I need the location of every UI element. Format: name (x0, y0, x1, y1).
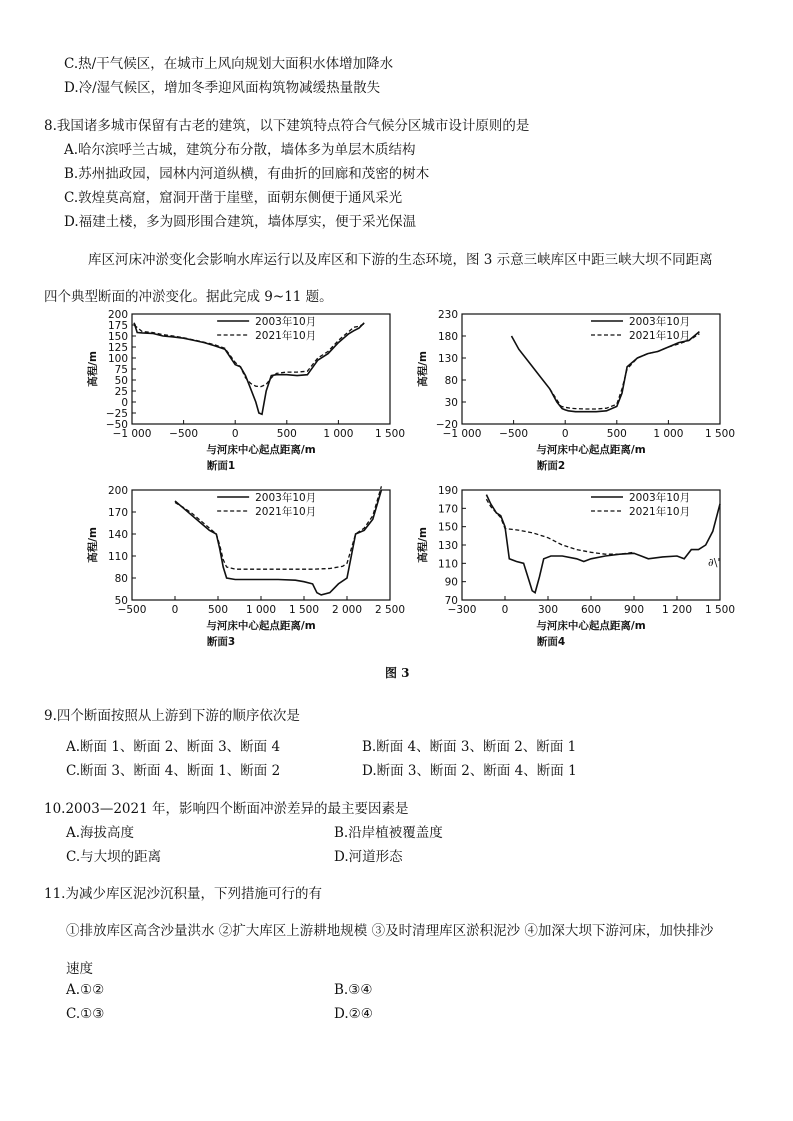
chart-1-series-1-line (134, 323, 364, 415)
chart-3-y-tick-label: 80 (114, 573, 128, 585)
chart-1-x-tick-label: −500 (169, 428, 199, 440)
chart-3-x-tick-label: −500 (117, 604, 147, 616)
chart-2-series-2-line (550, 334, 700, 409)
question-9-option-b: B.断面 4、断面 3、断面 2、断面 1 (362, 739, 577, 755)
question-8-option-a: A.哈尔滨呼兰古城，建筑分布分散，墙体多为单层木质结构 (64, 142, 416, 158)
question-10-option-b: B.沿岸植被覆盖度 (334, 825, 443, 841)
question-11-option-c: C.①③ (66, 1006, 105, 1022)
chart-1-y-tick-label: 175 (107, 320, 128, 332)
chart-2-y-tick-label: 80 (444, 375, 458, 387)
question-10-stem: 10.2003—2021 年，影响四个断面冲淤差异的最主要因素是 (44, 801, 409, 817)
chart-4-y-tick-label: 170 (437, 503, 458, 516)
chart-1-title: 断面1 (206, 460, 236, 472)
chart-3-y-tick-label: 170 (107, 507, 128, 519)
chart-3-y-axis-label: 高程/m (87, 527, 99, 563)
chart-4-y-axis-label: 高程/m (417, 527, 429, 563)
chart-1-x-tick-label: 500 (276, 428, 297, 440)
question-11-items-line-2: 速度 (66, 961, 93, 977)
chart-3-x-tick-label: 2 000 (331, 604, 363, 616)
chart-1-y-tick-label: −25 (105, 408, 128, 420)
chart-4-legend-label: 2003年10月 (629, 492, 691, 504)
chart-1-legend-label: 2003年10月 (255, 316, 317, 328)
chart-section-2-svg (400, 306, 736, 476)
chart-2-x-tick-label: 500 (606, 428, 627, 440)
chart-4-x-tick-label: 1 200 (661, 604, 693, 616)
chart-1-y-tick-label: 100 (107, 353, 128, 365)
chart-3-y-tick-label: 140 (107, 529, 128, 541)
question-11-items-line-1: ①排放库区高含沙量洪水 ②扩大库区上游耕地规模 ③及时清理库区淤积泥沙 ④加深大坝下游河床，加快排沙 (66, 923, 714, 939)
chart-3-x-tick-label: 0 (171, 604, 179, 616)
chart-1-x-axis-label: 与河床中心起点距离/m (206, 444, 316, 456)
chart-3-title: 断面3 (206, 636, 236, 648)
chart-3-x-tick-label: 2 500 (374, 604, 406, 616)
question-10-option-a: A.海拔高度 (66, 825, 135, 841)
chart-1-y-tick-label: 150 (107, 331, 128, 343)
chart-1-x-tick-label: 1 000 (323, 428, 354, 440)
chart-section-3 (70, 482, 406, 652)
chart-2-y-tick-label: 180 (437, 331, 458, 343)
chart-3-x-tick-label: 500 (207, 604, 229, 616)
chart-2-y-tick-label: 130 (437, 353, 458, 365)
chart-2-title: 断面2 (536, 460, 566, 472)
stray-mark: ∂\' (708, 556, 721, 569)
chart-1-y-tick-label: 200 (107, 309, 128, 321)
question-9-option-d: D.断面 3、断面 2、断面 4、断面 1 (362, 763, 577, 779)
chart-4-y-tick-label: 130 (437, 540, 458, 552)
chart-1-y-axis-label: 高程/m (87, 351, 99, 387)
question-8-option-b: B.苏州拙政园，园林内河道纵横，有曲折的回廊和茂密的树木 (64, 166, 430, 182)
chart-section-1 (70, 306, 406, 476)
chart-1-y-tick-label: 0 (121, 397, 128, 409)
chart-2-y-tick-label: −20 (435, 419, 458, 431)
chart-1-y-tick-label: 75 (114, 364, 128, 376)
chart-1-x-tick-label: 0 (231, 428, 239, 440)
question-10-option-d: D.河道形态 (334, 849, 403, 865)
question-9-stem: 9.四个断面按照从上游到下游的顺序依次是 (44, 708, 300, 724)
question-11-option-d: D.②④ (334, 1006, 373, 1022)
chart-1-x-tick-label: 1 500 (374, 428, 406, 440)
chart-4-series-2-line (486, 499, 634, 554)
question-11-option-b: B.③④ (334, 982, 373, 998)
chart-2-x-tick-label: −500 (499, 428, 529, 440)
chart-2-x-tick-label: −1 000 (442, 428, 482, 440)
chart-2-y-tick-label: 30 (444, 397, 458, 409)
option-d-prev: D.冷/湿气候区，增加冬季迎风面构筑物减缓热量散失 (64, 80, 381, 96)
chart-section-2 (400, 306, 736, 476)
chart-4-y-tick-label: 70 (444, 595, 458, 607)
chart-3-x-tick-label: 1 500 (288, 604, 320, 616)
chart-1-legend-label: 2021年10月 (255, 330, 317, 342)
chart-4-x-tick-label: 600 (580, 604, 602, 616)
chart-section-1-svg (70, 306, 406, 476)
chart-1-series-2-line (134, 324, 364, 387)
chart-3-x-axis-label: 与河床中心起点距离/m (206, 620, 316, 632)
chart-1-y-tick-label: 50 (114, 375, 128, 387)
chart-3-legend-label: 2021年10月 (255, 506, 317, 518)
chart-3-x-tick-label: 1 000 (245, 604, 277, 616)
chart-3-y-tick-label: 110 (107, 551, 128, 563)
chart-4-x-tick-label: −300 (447, 604, 477, 616)
chart-1-y-tick-label: −50 (105, 419, 128, 431)
chart-2-x-tick-label: 0 (561, 428, 569, 440)
chart-4-y-tick-label: 190 (437, 485, 458, 497)
chart-4-y-tick-label: 110 (437, 558, 458, 571)
question-8-option-d: D.福建土楼，多为圆形围合建筑，墙体厚实，便于采光保温 (64, 214, 417, 230)
chart-2-series-1-line (512, 332, 700, 412)
question-11-stem: 11.为减少库区泥沙沉积量，下列措施可行的有 (44, 886, 322, 902)
chart-3-y-tick-label: 50 (114, 595, 128, 607)
chart-3-legend-label: 2003年10月 (255, 492, 317, 504)
question-8-option-c: C.敦煌莫高窟，窟洞开凿于崖壁，面朝东侧便于通风采光 (64, 190, 403, 206)
question-11-option-a: A.①② (66, 982, 105, 998)
chart-2-y-tick-label: 230 (437, 309, 458, 321)
question-8-stem: 8.我国诸多城市保留有古老的建筑，以下建筑特点符合气候分区城市设计原则的是 (44, 118, 530, 134)
figure-caption: 图 3 (385, 666, 410, 680)
chart-3-y-tick-label: 200 (107, 485, 128, 497)
chart-4-legend-label: 2021年10月 (629, 506, 691, 518)
intro-line-2: 四个典型断面的冲淤变化。据此完成 9~11 题。 (44, 289, 333, 305)
chart-4-x-tick-label: 1 500 (704, 604, 736, 616)
chart-4-x-tick-label: 0 (501, 604, 509, 616)
chart-4-y-tick-label: 150 (437, 521, 458, 534)
question-9-option-c: C.断面 3、断面 4、断面 1、断面 2 (66, 763, 281, 779)
chart-4-x-tick-label: 300 (537, 604, 559, 616)
intro-line-1: 库区河床冲淤变化会影响水库运行以及库区和下游的生态环境，图 3 示意三峡库区中距三峡大坝不同距离 (88, 252, 713, 268)
chart-1-y-tick-label: 125 (107, 342, 128, 354)
chart-4-y-tick-label: 90 (444, 576, 458, 589)
chart-1-x-tick-label: −1 000 (112, 428, 152, 440)
chart-section-4 (400, 482, 736, 652)
chart-2-legend-label: 2003年10月 (629, 316, 691, 328)
chart-section-3-svg (70, 482, 406, 652)
chart-section-4-svg (400, 482, 736, 652)
question-10-option-c: C.与大坝的距离 (66, 849, 162, 865)
chart-4-title: 断面4 (536, 636, 566, 648)
chart-2-y-axis-label: 高程/m (417, 351, 429, 387)
chart-4-x-axis-label: 与河床中心起点距离/m (536, 620, 646, 632)
chart-2-x-axis-label: 与河床中心起点距离/m (536, 444, 646, 456)
chart-2-x-tick-label: 1 500 (704, 428, 736, 440)
option-c-prev: C.热/干气候区，在城市上风向规划大面积水体增加降水 (64, 56, 394, 72)
chart-1-y-tick-label: 25 (114, 386, 128, 398)
chart-2-legend-label: 2021年10月 (629, 330, 691, 342)
chart-4-x-tick-label: 900 (623, 604, 645, 616)
chart-2-x-tick-label: 1 000 (653, 428, 684, 440)
question-9-option-a: A.断面 1、断面 2、断面 3、断面 4 (66, 739, 281, 755)
